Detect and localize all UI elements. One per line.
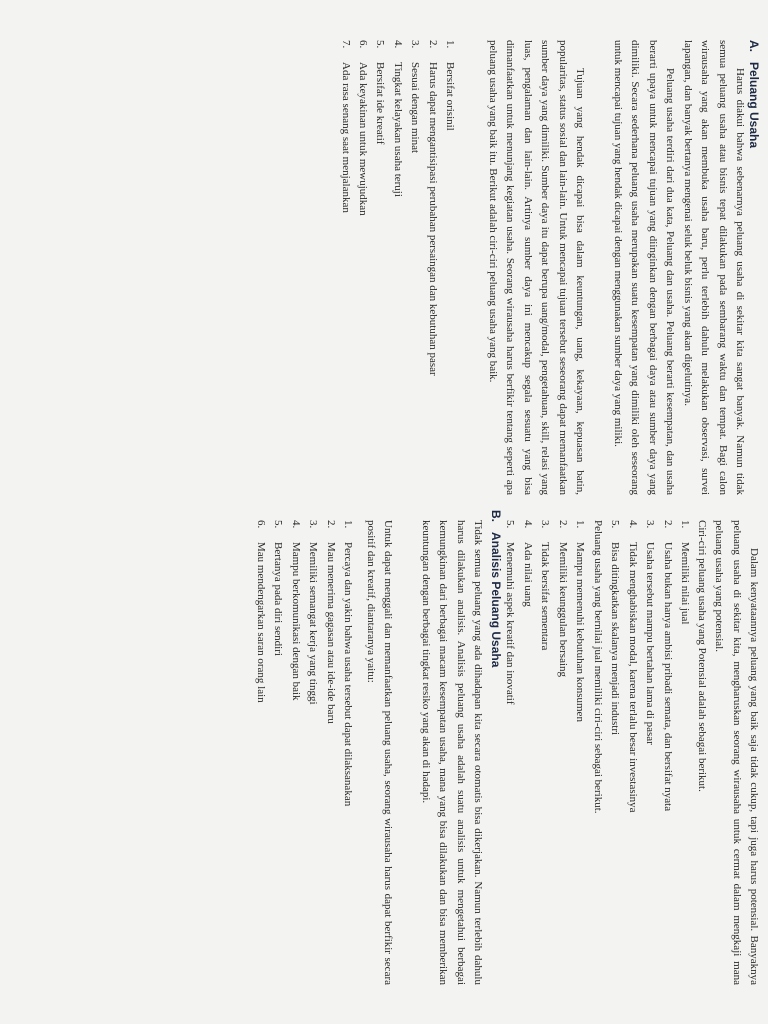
section-b-number: B. (489, 510, 503, 522)
list-item: 5. Bisa ditingkatkan skalanya menjadi industri (609, 520, 622, 736)
section-a-title: Peluang Usaha (747, 62, 761, 149)
list-item: 1. Bersifat orisinil (444, 40, 456, 131)
list-item: 5. Bersifat ide kreatif (374, 40, 387, 145)
list-item: 6. Mau mendengarkan saran orang lain (254, 520, 267, 703)
section-a-paragraph-1: Harus diakui bahwa sebenarnya peluang usaha di sekitar kita sangat banyak. Namun tidak semua peluang usaha atau bisnis tepat dilakukan pada sembarang waktu dan tempat. Bagi calon wirausaha yang akan membuka usaha baru, perlu terlebih dahulu melakukan observasi, survei lapangan, dan banyak bertanya mengenai seluk beluk bisnis yang akan digelutinya. (681, 40, 746, 495)
list-item: 4. Mampu berkomunikasi dengan baik (289, 520, 302, 701)
section-a-paragraph-2: Peluang usaha terdiri dari dua kata, Peluang dan usaha. Peluang berarti kesempatan, dan usaha berarti upaya untuk mencapai tujuan yang diinginkan dengan berbagai daya atau sumber daya yang dimiliki. Secara sederhana peluang usaha merupakan suatu kesempatan yang dimiliki oleh seseorang untuk mencapai tujuan yang hendak dicapai dengan menggunakan sumber daya yang miliki. (611, 40, 676, 495)
list-item: 2. Harus dapat mengantisipasi perubahan persaingan dan kebutuhan pasar (426, 40, 439, 376)
section-b-paragraph-1: Tidak semua peluang yang ada dihadapan kita secara otomatis bisa dikerjakan. Namun terlebih dahulu harus dilakukan analisis. Analisis peluang usaha adalah suatu analisis untuk mengetahui berbagai kemungkinan dari berbagai macam kesempatan usaha, mana yang bisa dilakukan dan bisa memberikan keuntungan dengan berbagai tingkat resiko yang akan di hadapi. (419, 520, 484, 985)
potential-list-lead: Ciri-ciri peluang usaha yang Potensial adalah sebagai berikut. (696, 520, 708, 792)
list-item: 5. Menemuhi aspek kreatif dan inovatif (504, 520, 517, 705)
list-item: 4. Ada nilai uang (521, 520, 534, 607)
list-item: 6. Ada keyakinan untuk mewujudkan (356, 40, 369, 216)
section-b-title: Analisis Peluang Usaha (489, 532, 503, 668)
sellable-list-lead: Peluang usaha yang bernilai jual memiliki ciri-ciri sebagai berikut. (592, 520, 604, 814)
potential-opportunity-list (606, 520, 693, 985)
good-opportunity-list (336, 40, 458, 495)
list-item: 1. Mampu memenuhi kebutuhan konsumen (574, 520, 586, 722)
list-item: 2. Memiliki keunggulan bersaing (556, 520, 569, 678)
list-item: 4. Tidak menghabiskan modal, karena terlalu besar investasinya (626, 520, 639, 813)
list-item: 3. Usaha tersebut mampu bertahan lama di pasar (644, 520, 657, 745)
list-item: 4. Tingkat kelayakan usaha teruji (391, 40, 404, 197)
section-b-heading (487, 510, 504, 985)
list-item: 2. Usaha bukan hanya ambisi pribadi semata, dan bersifat nyata (661, 520, 674, 812)
list-item: 7. Ada rasa senang saat menjalankan (339, 40, 352, 213)
section-a-number: A. (747, 40, 761, 52)
potential-intro-paragraph: Dalam kenyataannya peluang yang baik saja tidak cukup, tapi juga harus potensial. Banyaknya peluang usaha di sekitar kita, mengharuskan seorang wirausaha untuk cermat dalam mengkaji mana peluang usaha yang potensial. (713, 520, 760, 985)
positive-thinking-list (252, 520, 356, 985)
list-item: 3. Tidak bersifat sementara (539, 520, 552, 651)
list-item: 3. Sesuai dengan minat (409, 40, 422, 154)
section-b-paragraph-2: Untuk dapat menggali dan memanfaatkan peluang usaha, seorang wirausaha harus dapat berfikir secara positif dan kreatif, diantaranya yaitu: (364, 520, 394, 985)
list-item: 3. Memiliki semangat kerja yang tinggi (307, 520, 320, 705)
list-item: 5. Bertanya pada diri sendiri (272, 520, 285, 656)
sellable-opportunity-list (501, 520, 588, 985)
list-item: 2. Mau menerima gagasan atau ide-ide baru (324, 520, 337, 724)
list-item: 1. Percaya dan yakin bahwa usaha tersebut dapat dilaksanakan (342, 520, 354, 807)
list-item: 1. Memiliki nilai jual (679, 520, 691, 625)
section-a-paragraph-3: Tujuan yang hendak dicapai bisa dalam keuntungan, uang, kekayaan, kepuasan batin, popularitas, status sosial dan lain-lain. Untuk mencapai tujuan tersebut seseorang dapat memanfaatkan sumber daya yang dimiliki. Sumber daya itu dapat berupa uang/modal, pengetahuan, skill, relasi yang luas, pengalaman dan lain-lain. Artinya sumber daya ini mencakup segala sesuatu yang bisa dimanfaatkan untuk menunjang kegiatan usaha. Seorang wirausaha harus berfikir tentang seperti apa peluang usaha yang baik itu. Berikut adalah ciri-ciri peluang usaha yang baik. (486, 40, 586, 495)
